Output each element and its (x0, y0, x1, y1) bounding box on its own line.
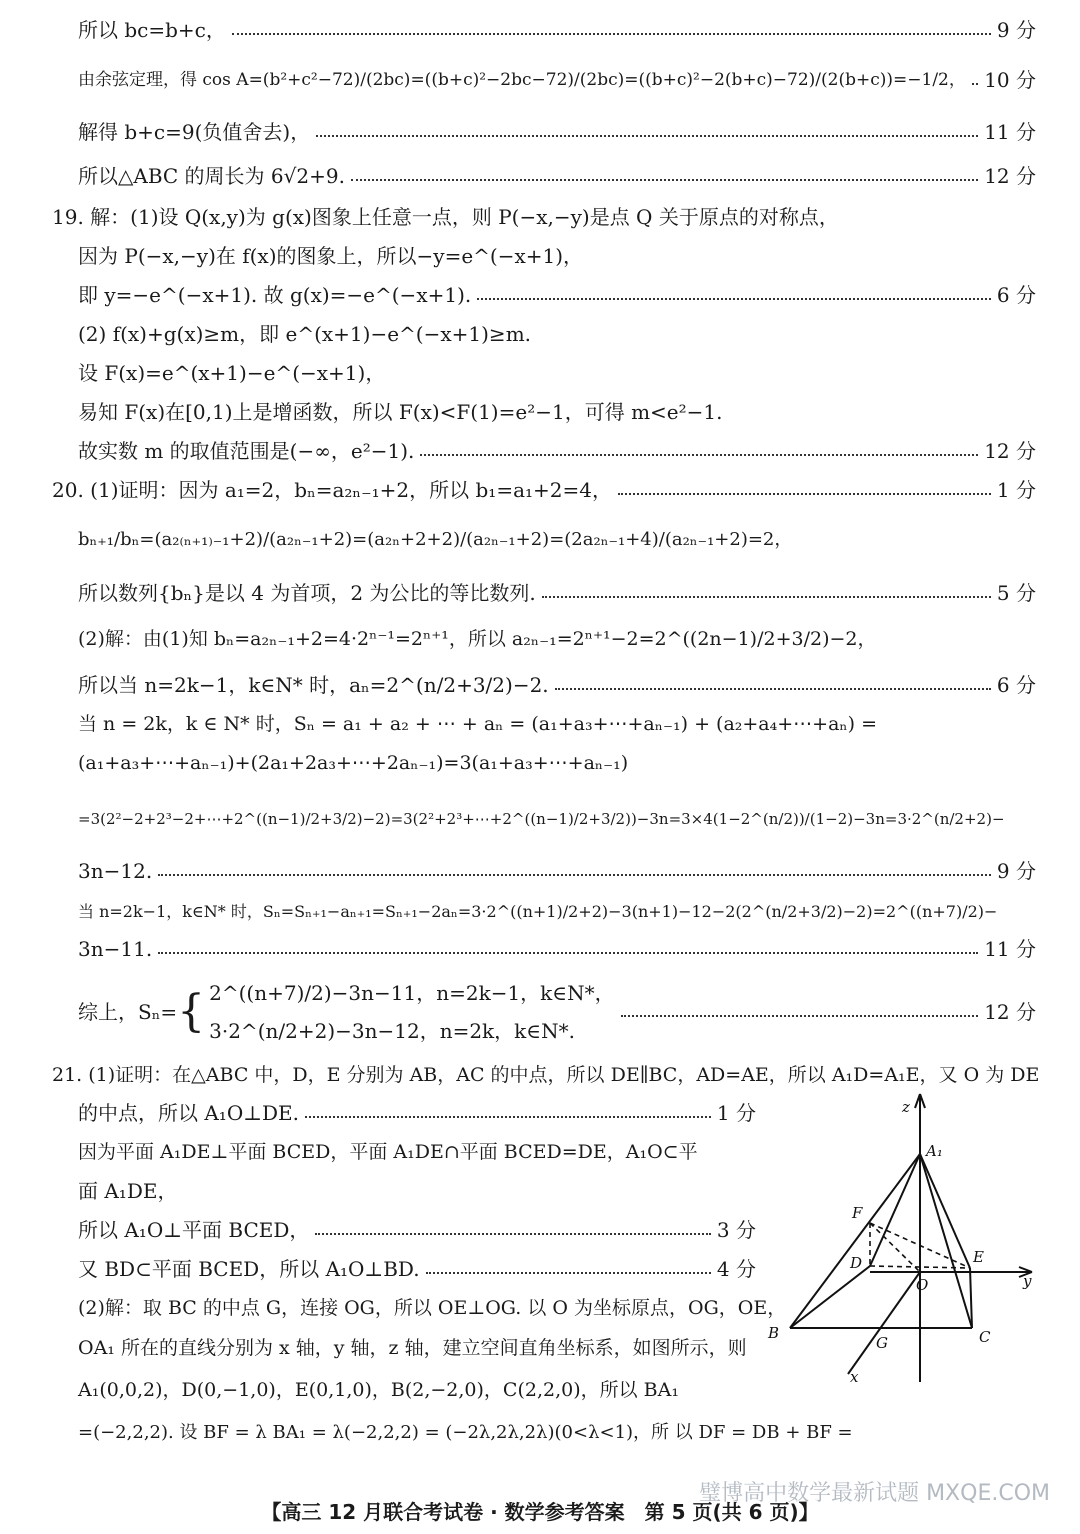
line-23-cases (78, 972, 1036, 1052)
line-text: (2) f(x)+g(x)≥m，即 e^(x+1)−e^(−x+1)≥m. (78, 322, 532, 346)
score-label: 11 分 (984, 937, 1036, 961)
line-16 (78, 670, 1036, 700)
line-18 (78, 748, 1036, 778)
line-19 (78, 804, 1036, 834)
line-text: (2)解：取 BC 的中点 G，连接 OG，所以 OE⊥OG. 以 O 为坐标原点，OG，OE， (78, 1297, 787, 1319)
line-text: =(−2,2,2). 设 BF = λ BA₁ = λ(−2,2,2) = (−2λ,2λ,2λ)(0<λ<1)，所 以 DF = DB + BF = (78, 1422, 853, 1443)
label-E: E (973, 1248, 984, 1266)
line-text: 当 n=2k−1，k∈N* 时，Sₙ=Sₙ₊₁−aₙ₊₁=Sₙ₊₁−2aₙ=3·2^((n+1)/2+2)−3(n+1)−12−2(2^(n/2+3/2)−2)=2^((n+7)/2)− (78, 902, 998, 921)
line-text: 因为 P(−x,−y)在 f(x)的图象上，所以−y=e^(−x+1)， (78, 244, 584, 268)
x-axis (848, 1272, 920, 1374)
edge-A1B (790, 1154, 920, 1328)
score-label: 6 分 (996, 673, 1036, 697)
score-label: 11 分 (984, 120, 1036, 144)
line-27 (78, 1176, 756, 1206)
cases-block (209, 983, 614, 1041)
line-30 (78, 1293, 787, 1323)
line-text: 又 BD⊂平面 BCED，所以 A₁O⊥BD. (78, 1257, 420, 1281)
edge-A1C (920, 1154, 972, 1328)
line-text: 综上，Sₙ= (78, 1000, 178, 1024)
line-text: 面 A₁DE， (78, 1179, 178, 1203)
dot-leader (477, 298, 991, 300)
label-y: y (1023, 1272, 1032, 1290)
score-label: 12 分 (984, 1000, 1036, 1024)
brace-icon: { (177, 986, 206, 1037)
line-text: OA₁ 所在的直线分别为 x 轴，y 轴，z 轴，建立空间直角坐标系，如图所示，则 (78, 1337, 747, 1359)
page-footer: 【高三 12 月联合考试卷 · 数学参考答案 第 5 页(共 6 页)】 (261, 1500, 819, 1524)
line-text: 20. (1)证明：因为 a₁=2，bₙ=a₂ₙ₋₁+2，所以 b₁=a₁+2=4， (52, 478, 612, 502)
line-20 (78, 856, 1036, 886)
line-text: A₁(0,0,2)，D(0,−1,0)，E(0,1,0)，B(2,−2,0)，C(2,2,0)，所以 BA₁ (78, 1379, 679, 1401)
line-4 (78, 161, 1036, 191)
line-24 (52, 1060, 1040, 1090)
label-z: z (902, 1098, 910, 1116)
label-x: x (850, 1368, 859, 1384)
line-8 (78, 319, 1036, 349)
dot-leader (158, 874, 991, 876)
line-text: =3(2²−2+2³−2+⋯+2^((n−1)/2+3/2)−2)=3(2²+2³+⋯+2^((n−1)/2+3/2))−3n=3×4(1−2^(n/2))/(1−2)−3n=3·2^(n/2+2)− (78, 810, 1005, 828)
line-text: (2)解：由(1)知 bₙ=a₂ₙ₋₁+2=4·2ⁿ⁻¹=2ⁿ⁺¹，所以 a₂ₙ₋₁=2ⁿ⁺¹−2=2^((2n−1)/2+3/2)−2， (78, 628, 877, 650)
line-text: 3n−12. (78, 859, 153, 883)
line-text: 即 y=−e^(−x+1). 故 g(x)=−e^(−x+1). (78, 283, 472, 307)
line-14 (78, 578, 1036, 608)
line-text: bₙ₊₁/bₙ=(a₂₍ₙ₊₁₎₋₁+2)/(a₂ₙ₋₁+2)=(a₂ₙ+2+2)/(a₂ₙ₋₁+2)=(2a₂ₙ₋₁+4)/(a₂ₙ₋₁+2)=2， (78, 529, 793, 550)
line-text: 所以当 n=2k−1，k∈N* 时，aₙ=2^(n/2+3/2)−2. (78, 673, 549, 697)
line-5 (52, 202, 1036, 232)
score-label: 10 分 (984, 68, 1036, 92)
line-text: 当 n = 2k，k ∈ N* 时，Sₙ = a₁ + a₂ + ⋯ + aₙ = (a₁+a₃+⋯+aₙ₋₁) + (a₂+a₄+⋯+aₙ) = (78, 713, 878, 735)
case-even: 3·2^(n/2+2)−3n−12，n=2k，k∈N*. (209, 1019, 575, 1043)
dot-leader (972, 83, 978, 85)
line-6 (78, 241, 1036, 271)
line-12 (52, 475, 1036, 505)
line-10 (78, 397, 1036, 427)
line-text: 由余弦定理，得 cos A=(b²+c²−72)/(2bc)=((b+c)²−2bc−72)/(2bc)=((b+c)²−2(b+c)−72)/(2(b+c))=−1/2， (78, 70, 966, 90)
line-21 (78, 897, 1036, 927)
line-17 (78, 709, 1036, 739)
line-28 (78, 1215, 756, 1245)
line-text: 所以△ABC 的周长为 6√2+9. (78, 164, 345, 188)
line-text: 的中点，所以 A₁O⊥DE. (78, 1101, 300, 1125)
score-label: 12 分 (984, 439, 1036, 463)
line-3 (78, 117, 1036, 147)
case-odd: 2^((n+7)/2)−3n−11，n=2k−1，k∈N*， (209, 981, 615, 1005)
line-22 (78, 934, 1036, 964)
line-text: 所以 bc=b+c， (78, 18, 226, 42)
line-7 (78, 280, 1036, 310)
score-label: 3 分 (716, 1218, 756, 1242)
line-29 (78, 1254, 756, 1284)
score-label: 1 分 (996, 478, 1036, 502)
score-label: 5 分 (996, 581, 1036, 605)
dot-leader (420, 454, 978, 456)
line-text: 因为平面 A₁DE⊥平面 BCED，平面 A₁DE∩平面 BCED=DE，A₁O⊂平 (78, 1141, 698, 1163)
dot-leader (621, 1015, 979, 1017)
dot-leader (426, 1272, 711, 1274)
line-text: 所以数列{bₙ}是以 4 为首项，2 为公比的等比数列. (78, 581, 536, 605)
line-text: 所以 A₁O⊥平面 BCED， (78, 1218, 310, 1242)
line-9 (78, 358, 1036, 388)
score-label: 6 分 (996, 283, 1036, 307)
watermark: 璧博高中数学最新试题 MXQE.COM (699, 1481, 1050, 1506)
line-text: 19. 解：(1)设 Q(x,y)为 g(x)图象上任意一点，则 P(−x,−y)是点 Q 关于原点的对称点， (52, 205, 839, 229)
line-text: 21. (1)证明：在△ABC 中，D，E 分别为 AB，AC 的中点，所以 DE∥BC，AD=AE，所以 A₁D=A₁E，又 O 为 DE (52, 1064, 1040, 1086)
line-text: 设 F(x)=e^(x+1)−e^(−x+1)， (78, 361, 386, 385)
score-label: 9 分 (996, 859, 1036, 883)
edge-A1E (920, 1154, 970, 1268)
dot-leader (351, 179, 978, 181)
dot-leader (555, 688, 991, 690)
score-label: 1 分 (716, 1101, 756, 1125)
label-A1: A₁ (926, 1142, 943, 1160)
dot-leader (316, 135, 978, 137)
line-1 (78, 15, 1036, 45)
score-label: 9 分 (996, 18, 1036, 42)
dot-leader (542, 596, 991, 598)
dot-leader (305, 1116, 711, 1118)
label-B: B (768, 1324, 780, 1342)
label-G: G (876, 1334, 888, 1352)
line-33 (78, 1418, 1036, 1448)
dot-leader (158, 952, 978, 954)
label-C: C (979, 1328, 991, 1346)
score-label: 4 分 (716, 1257, 756, 1281)
label-F: F (852, 1204, 863, 1222)
line-text: 解得 b+c=9(负值舍去)， (78, 120, 311, 144)
coordinate-pyramid-figure (762, 1092, 1052, 1384)
line-text: 易知 F(x)在[0,1)上是增函数，所以 F(x)<F(1)=e²−1，可得 m<e²−1. (78, 400, 723, 424)
dot-leader (232, 33, 991, 35)
line-26 (78, 1137, 756, 1167)
line-text: (a₁+a₃+⋯+aₙ₋₁)+(2a₁+2a₃+⋯+2aₙ₋₁)=3(a₁+a₃+⋯+aₙ₋₁) (78, 752, 629, 774)
line-text: 故实数 m 的取值范围是(−∞，e²−1). (78, 439, 415, 463)
dot-leader (618, 493, 991, 495)
dot-leader (315, 1233, 711, 1235)
line-31 (78, 1333, 756, 1363)
score-label: 12 分 (984, 164, 1036, 188)
line-text: 3n−11. (78, 937, 153, 961)
line-25 (78, 1098, 756, 1128)
line-13 (78, 525, 1036, 555)
line-15 (78, 624, 1036, 654)
line-2 (78, 65, 1036, 95)
label-D: D (850, 1254, 863, 1272)
label-O: O (916, 1276, 929, 1294)
line-11 (78, 436, 1036, 466)
